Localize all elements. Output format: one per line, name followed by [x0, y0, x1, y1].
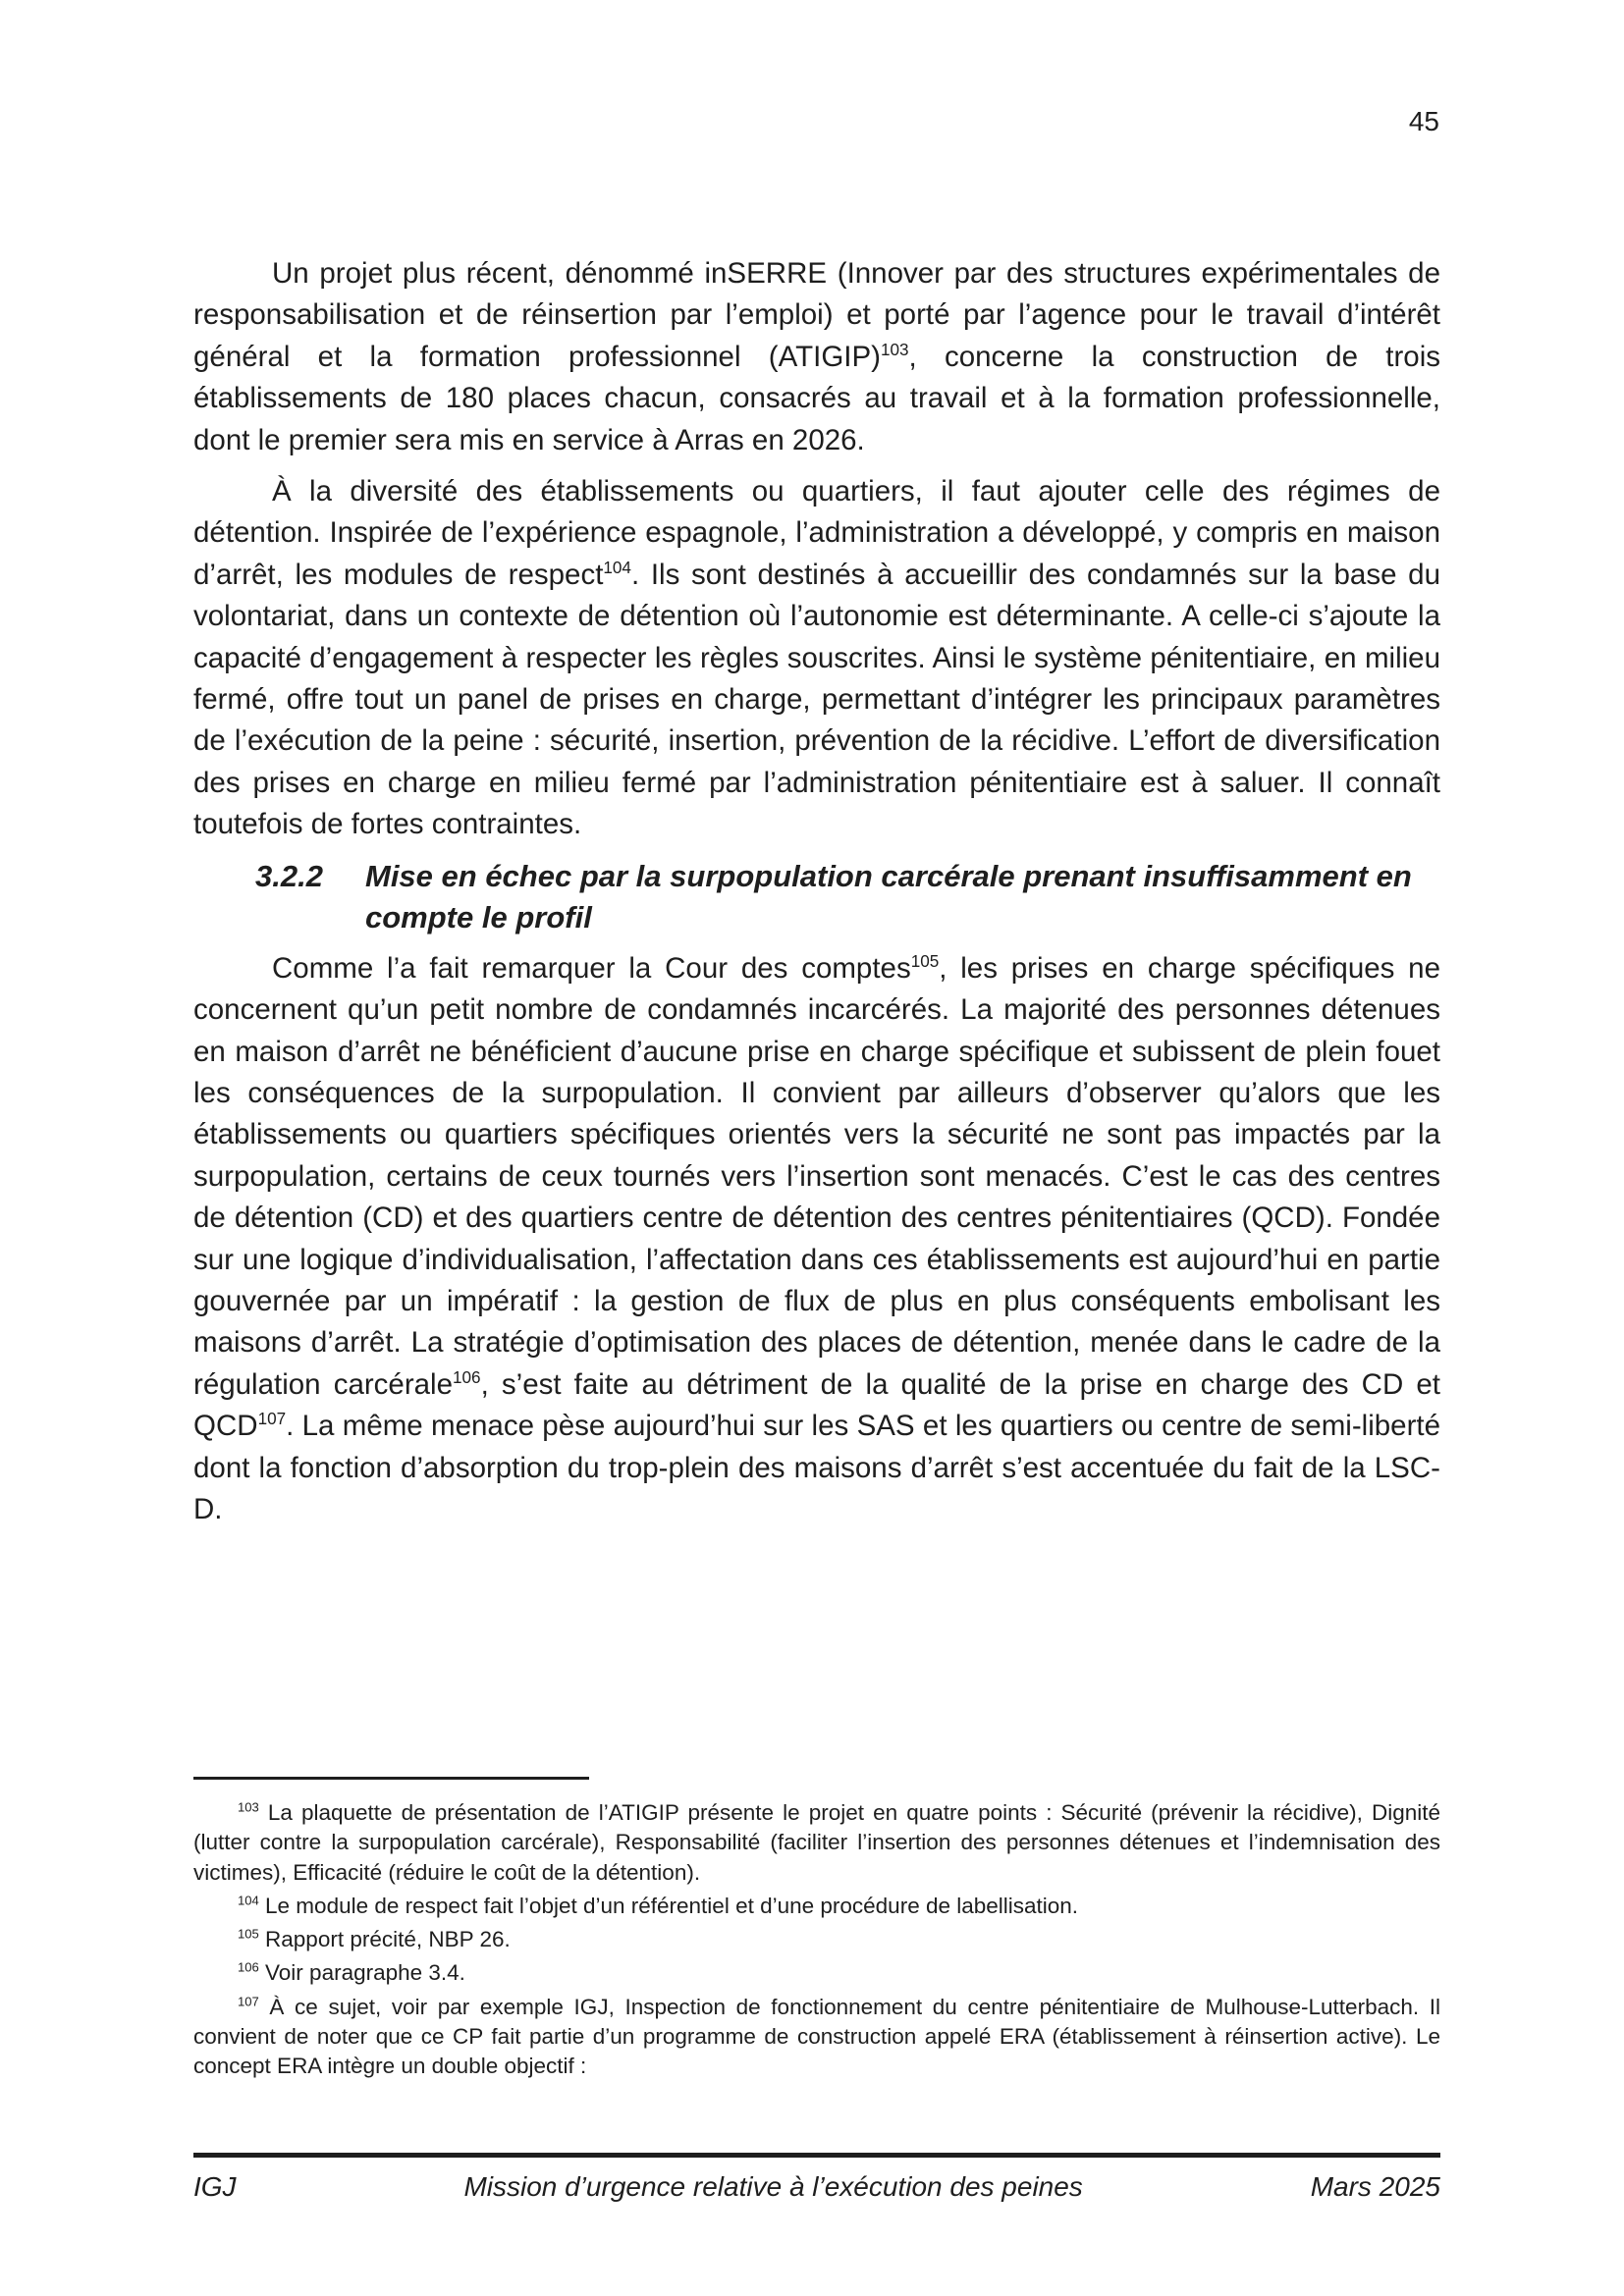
footnote-number: 105	[238, 1926, 259, 1942]
main-body	[193, 253, 1440, 1540]
footnote-text: Voir paragraphe 3.4.	[258, 1960, 465, 1986]
page-number: 45	[1408, 106, 1439, 136]
footnote-ref-104[interactable]: 104	[603, 559, 631, 578]
paragraph-text: , s’est faite au détriment de la qualité de la prise en charge des CD et QCD	[193, 1367, 1441, 1443]
footer-organization: IGJ	[193, 2171, 237, 2202]
paragraph-text: Un projet plus récent, dénommé inSERRE (Innover par des structures expérimentales de responsabilisation et de réinsertion par l’emploi) et porté par l’agence pour le travail d’intérêt général et la formation professionnel (ATIGIP)	[193, 257, 1440, 373]
footnote-text: La plaquette de présentation de l’ATIGIP présente le projet en quatre points : Sécurité (prévenir la récidive), Dignité (lutter contre la surpopulation carcérale), Responsabilité (faciliter l’insertion des personnes détenues et l’indemnisation des victimes), Efficacité (réduire le coût de la détention).	[193, 1800, 1440, 1885]
footnote-text: Le module de respect fait l’objet d’un référentiel et d’une procédure de labellisation.	[258, 1893, 1079, 1918]
footer-date: Mars 2025	[1310, 2171, 1440, 2202]
footnote-ref-107[interactable]: 107	[257, 1410, 287, 1429]
footnote-separator	[193, 1777, 589, 1780]
footnote-text: À ce sujet, voir par exemple IGJ, Inspection de fonctionnement du centre pénitentiaire de Mulhouse-Lutterbach. Il convient de noter que ce CP fait partie d’un programme de construction appelé ERA (établissement à réinsertion active). Le concept ERA intègre un double objectif :	[193, 1994, 1440, 2079]
footnote-107	[193, 1993, 1440, 2082]
footnote-105	[193, 1925, 1440, 1954]
footnote-ref-106[interactable]: 106	[453, 1367, 481, 1387]
section-number: 3.2.2	[255, 858, 323, 893]
page-footer	[193, 2171, 1440, 2203]
footnotes	[193, 1798, 1440, 2086]
footnote-number: 107	[238, 1994, 259, 2009]
footnote-number: 103	[238, 1799, 259, 1815]
paragraph-surpopulation	[193, 948, 1440, 1531]
footnote-106	[193, 1958, 1440, 1988]
footnote-number: 104	[238, 1893, 259, 1908]
paragraph-regimes	[193, 471, 1440, 846]
paragraph-text: . La même menace pèse aujourd’hui sur les SAS et les quartiers ou centre de semi-liberté dont la fonction d’absorption du trop-plein des maisons d’arrêt s’est accentuée du fait de la LSC-D.	[193, 1410, 1440, 1525]
section-title: Mise en échec par la surpopulation carcérale prenant insuffisamment en compte le profil	[365, 858, 1412, 934]
footnote-104	[193, 1892, 1440, 1921]
footnote-number: 106	[238, 1959, 259, 1975]
paragraph-text: . Ils sont destinés à accueillir des condamnés sur la base du volontariat, dans un contexte de détention où l’autonomie est déterminante. A celle-ci s’ajoute la capacité d’engagement à respecter les règles souscrites. Ainsi le système pénitentiaire, en milieu fermé, offre tout un panel de prises en charge, permettant d’intégrer les principaux paramètres de l’exécution de la peine : sécurité, insertion, prévention de la récidive. L’effort de diversification des prises en charge en milieu fermé par l’administration pénitentiaire est à saluer. Il connaît toutefois de fortes contraintes.	[193, 558, 1440, 841]
footer-document-title: Mission d’urgence relative à l’exécution des peines	[463, 2171, 1083, 2202]
paragraph-text: Comme l’a fait remarquer la Cour des comptes	[272, 951, 911, 985]
footnote-ref-105[interactable]: 105	[910, 951, 940, 971]
footnote-text: Rapport précité, NBP 26.	[258, 1927, 511, 1952]
footer-rule	[193, 2153, 1440, 2158]
footnote-ref-103[interactable]: 103	[880, 340, 909, 359]
section-heading	[255, 856, 1440, 938]
paragraph-text: , les prises en charge spécifiques ne concernent qu’un petit nombre de condamnés incarcérés. La majorité des personnes détenues en maison d’arrêt ne bénéficient d’aucune prise en charge spécifique et subissent de plein fouet les conséquences de la surpopulation. Il convient par ailleurs d’observer qu’alors que les établissements ou quartiers spécifiques orientés vers la sécurité ne sont pas impactés par la surpopulation, certains de ceux tournés vers l’insertion sont menacés. C’est le cas des centres de détention (CD) et des quartiers centre de détention des centres pénitentiaires (QCD). Fondée sur une logique d’individualisation, l’affectation dans ces établissements est aujourd’hui en partie gouvernée par un impératif : la gestion de flux de plus en plus conséquents embolisant les maisons d’arrêt. La stratégie d’optimisation des places de détention, menée dans le cadre de la régulation carcérale	[193, 951, 1440, 1401]
paragraph-text: , concerne la construction de trois établissements de 180 places chacun, consacrés au travail et à la formation professionnelle, dont le premier sera mis en service à Arras en 2026.	[193, 340, 1440, 456]
footnote-103	[193, 1798, 1440, 1888]
paragraph-text: À la diversité des établissements ou quartiers, il faut ajouter celle des régimes de détention. Inspirée de l’expérience espagnole, l’administration a développé, y compris en maison d’arrêt, les modules de respect	[193, 475, 1440, 591]
paragraph-inserre	[193, 253, 1440, 461]
